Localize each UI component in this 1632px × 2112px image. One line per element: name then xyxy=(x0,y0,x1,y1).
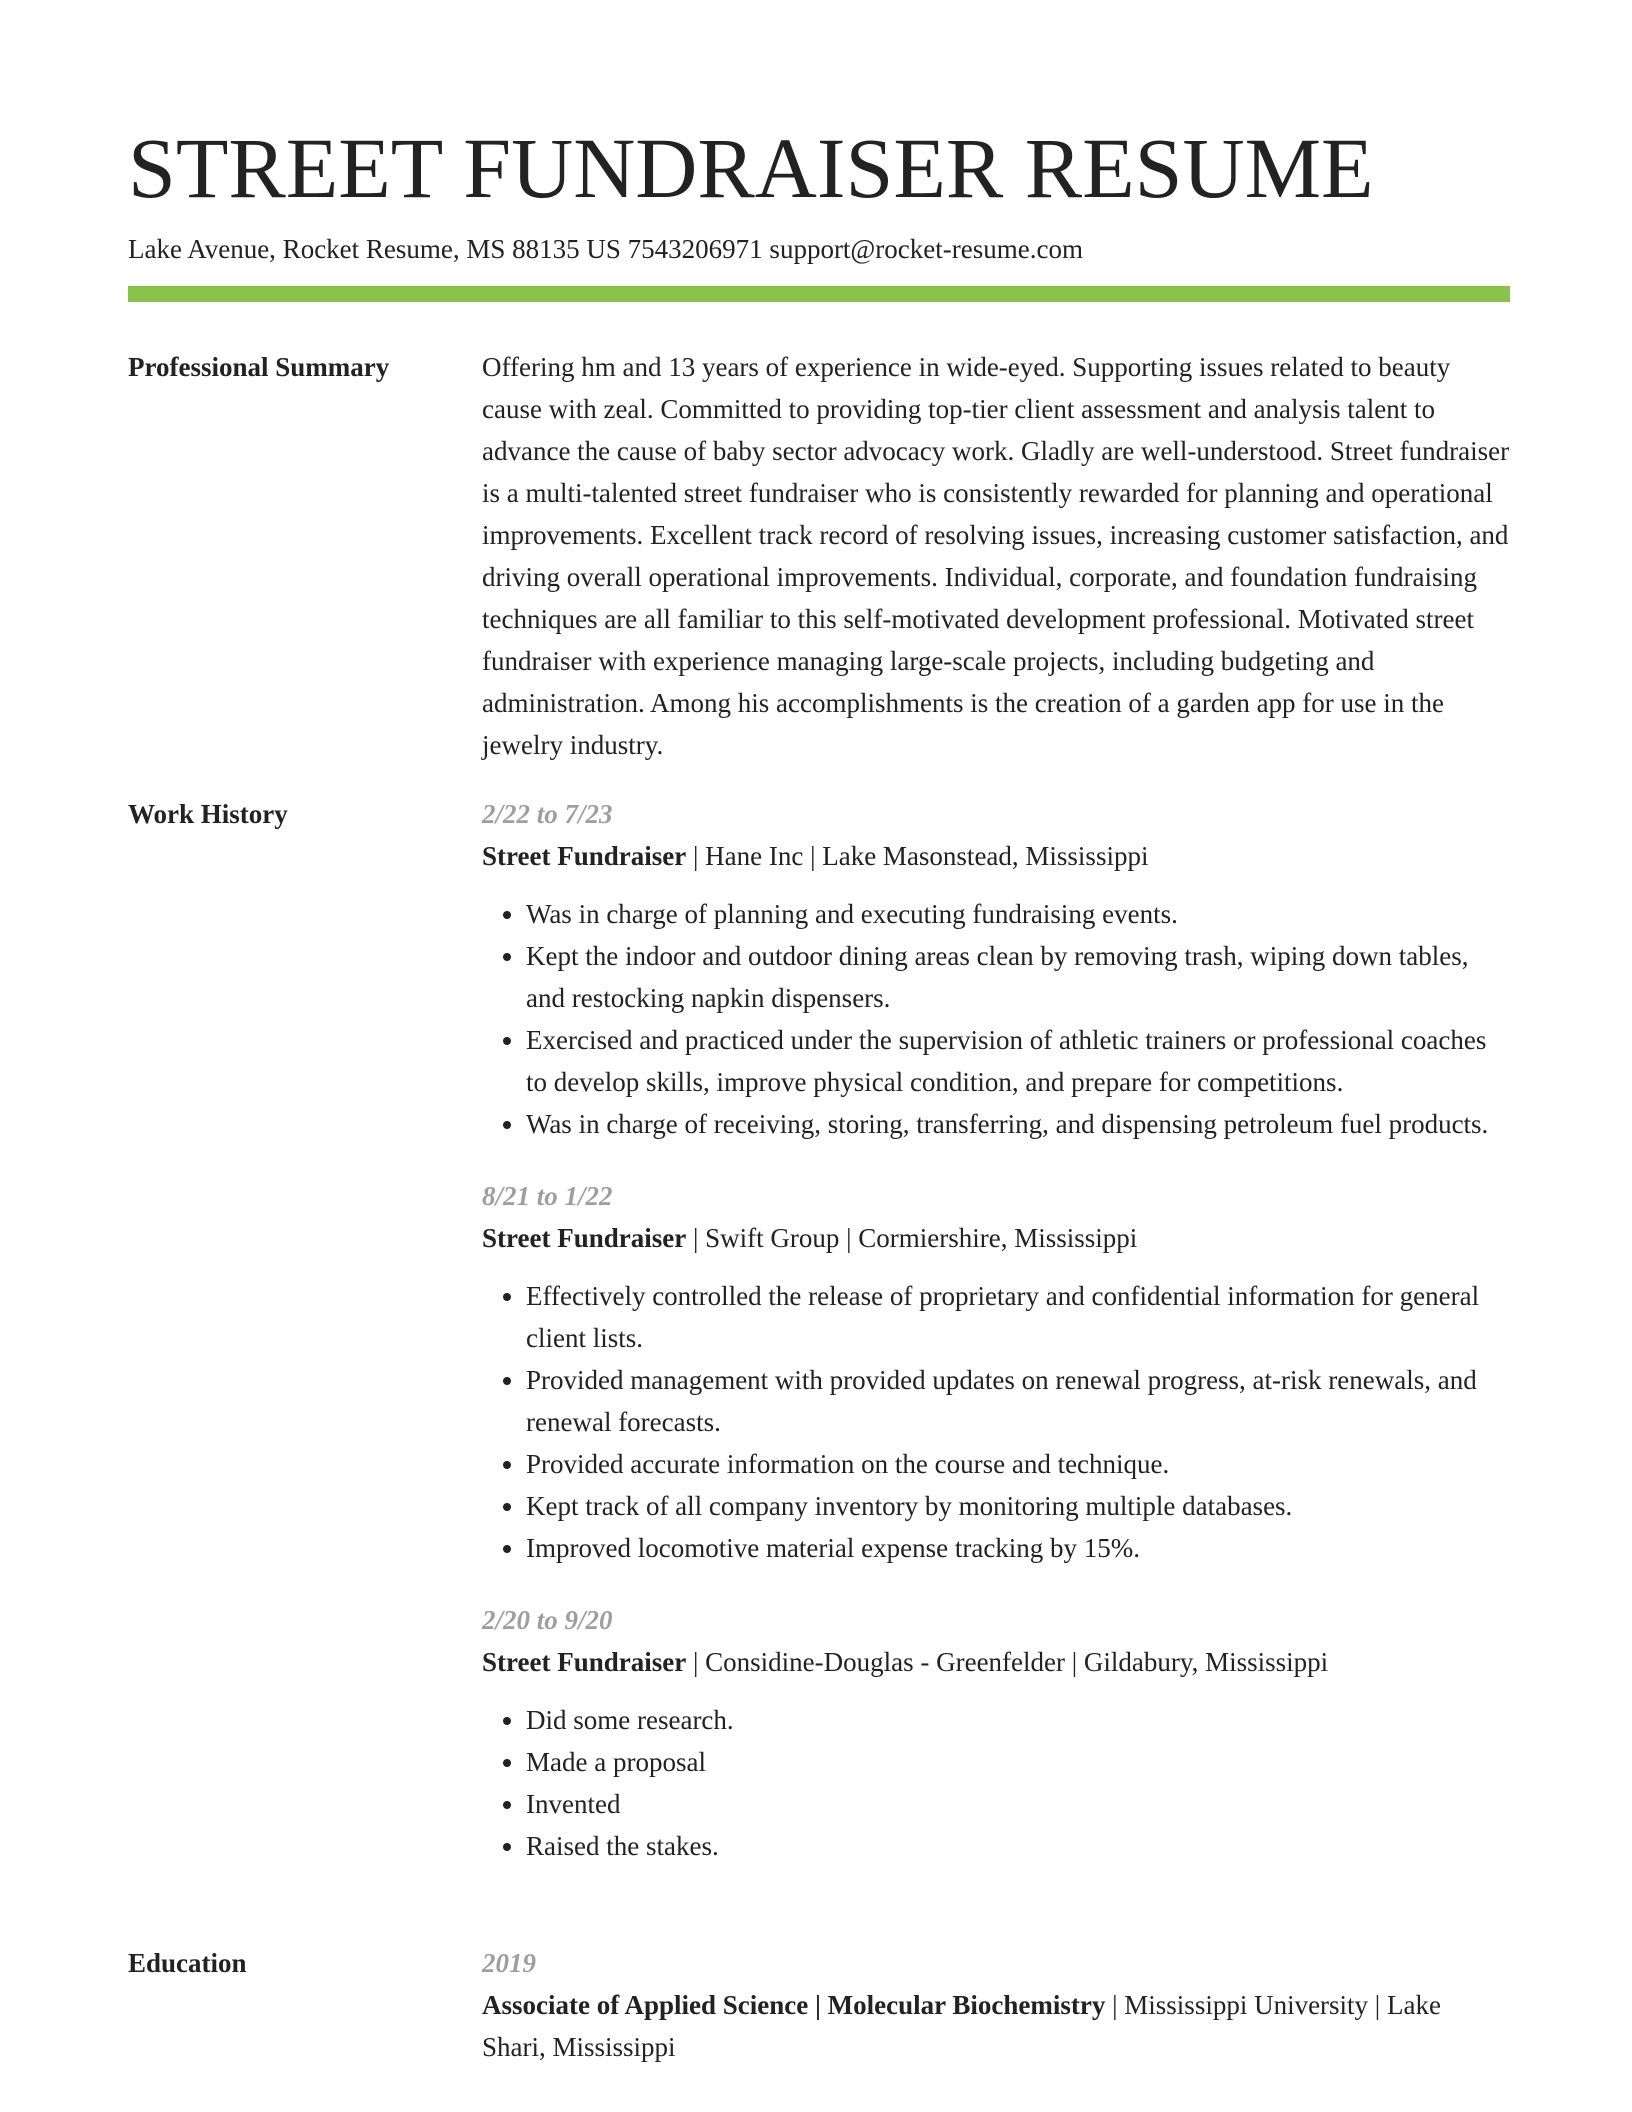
education-label: Education xyxy=(128,1948,247,1978)
work-history-body xyxy=(482,793,1510,1867)
job-duties xyxy=(482,893,1510,1145)
job-details: | Considine-Douglas - Greenfelder | Gildabury, Mississippi xyxy=(686,1647,1329,1677)
contact-line: Lake Avenue, Rocket Resume, MS 88135 US 7543206971 support@rocket-resume.com xyxy=(128,234,1083,264)
education-degree: Associate of Applied Science | Molecular Biochemistry xyxy=(482,1990,1106,2020)
resume-title: STREET FUNDRAISER RESUME xyxy=(128,120,1374,216)
duty-item: • Exercised and practiced under the supervision of athletic trainers or professional coaches to develop skills, improve physical condition, and prepare for competitions. xyxy=(526,1019,1510,1103)
summary-body xyxy=(482,346,1510,766)
duty-item: • Did some research. xyxy=(526,1699,1510,1741)
education-line xyxy=(482,1984,1510,2068)
job-details: | Hane Inc | Lake Masonstead, Mississippi xyxy=(686,841,1149,871)
duty-item: • Improved locomotive material expense tracking by 15%. xyxy=(526,1527,1510,1569)
job-title-line xyxy=(482,1217,1510,1259)
duty-item: • Kept the indoor and outdoor dining areas clean by removing trash, wiping down tables, and restocking napkin dispensers. xyxy=(526,935,1510,1019)
education-details: | Mississippi University | Lake Shari, Mississippi xyxy=(482,1990,1441,2062)
job-role: Street Fundraiser xyxy=(482,1223,687,1253)
duty-item: • Made a proposal xyxy=(526,1741,1510,1783)
job-duties xyxy=(482,1699,1510,1867)
job-details: | Swift Group | Cormiershire, Mississippi xyxy=(686,1223,1138,1253)
summary-label: Professional Summary xyxy=(128,352,390,382)
job-dates: 2/20 to 9/20 xyxy=(482,1605,613,1635)
job-entry xyxy=(482,793,1510,1145)
duty-item: • Effectively controlled the release of proprietary and confidential information for general client lists. xyxy=(526,1275,1510,1359)
duty-item: • Raised the stakes. xyxy=(526,1825,1510,1867)
summary-text: Offering hm and 13 years of experience in wide-eyed. Supporting issues related to beauty cause with zeal. Committed to providing top-tier client assessment and analysis talent to advance the cause of baby sector advocacy work. Gladly are well-understood. Street fundraiser is a multi-talented street fundraiser who is consistently rewarded for planning and operational improvements. Excellent track record of resolving issues, increasing customer satisfaction, and driving overall operational improvements. Individual, corporate, and foundation fundraising techniques are all familiar to this self-motivated development professional. Motivated street fundraiser with experience managing large-scale projects, including budgeting and administration. Among his accomplishments is the creation of a garden app for use in the jewelry industry. xyxy=(482,352,1510,760)
work-history-label: Work History xyxy=(128,799,288,829)
duty-item: • Invented xyxy=(526,1783,1510,1825)
job-dates: 8/21 to 1/22 xyxy=(482,1181,613,1211)
duty-item: • Was in charge of planning and executing fundraising events. xyxy=(526,893,1510,935)
job-role: Street Fundraiser xyxy=(482,1647,687,1677)
job-role: Street Fundraiser xyxy=(482,841,687,871)
job-duties xyxy=(482,1275,1510,1569)
education-year: 2019 xyxy=(482,1948,536,1978)
job-dates: 2/22 to 7/23 xyxy=(482,799,613,829)
duty-item: • Provided management with provided updates on renewal progress, at-risk renewals, and renewal forecasts. xyxy=(526,1359,1510,1443)
duty-item: • Provided accurate information on the course and technique. xyxy=(526,1443,1510,1485)
job-title-line xyxy=(482,1641,1510,1683)
header-divider xyxy=(128,286,1510,302)
job-entry xyxy=(482,1599,1510,1867)
duty-item: • Was in charge of receiving, storing, transferring, and dispensing petroleum fuel products. xyxy=(526,1103,1510,1145)
duty-item: • Kept track of all company inventory by monitoring multiple databases. xyxy=(526,1485,1510,1527)
education-body xyxy=(482,1942,1510,2068)
job-title-line xyxy=(482,835,1510,877)
job-entry xyxy=(482,1175,1510,1569)
